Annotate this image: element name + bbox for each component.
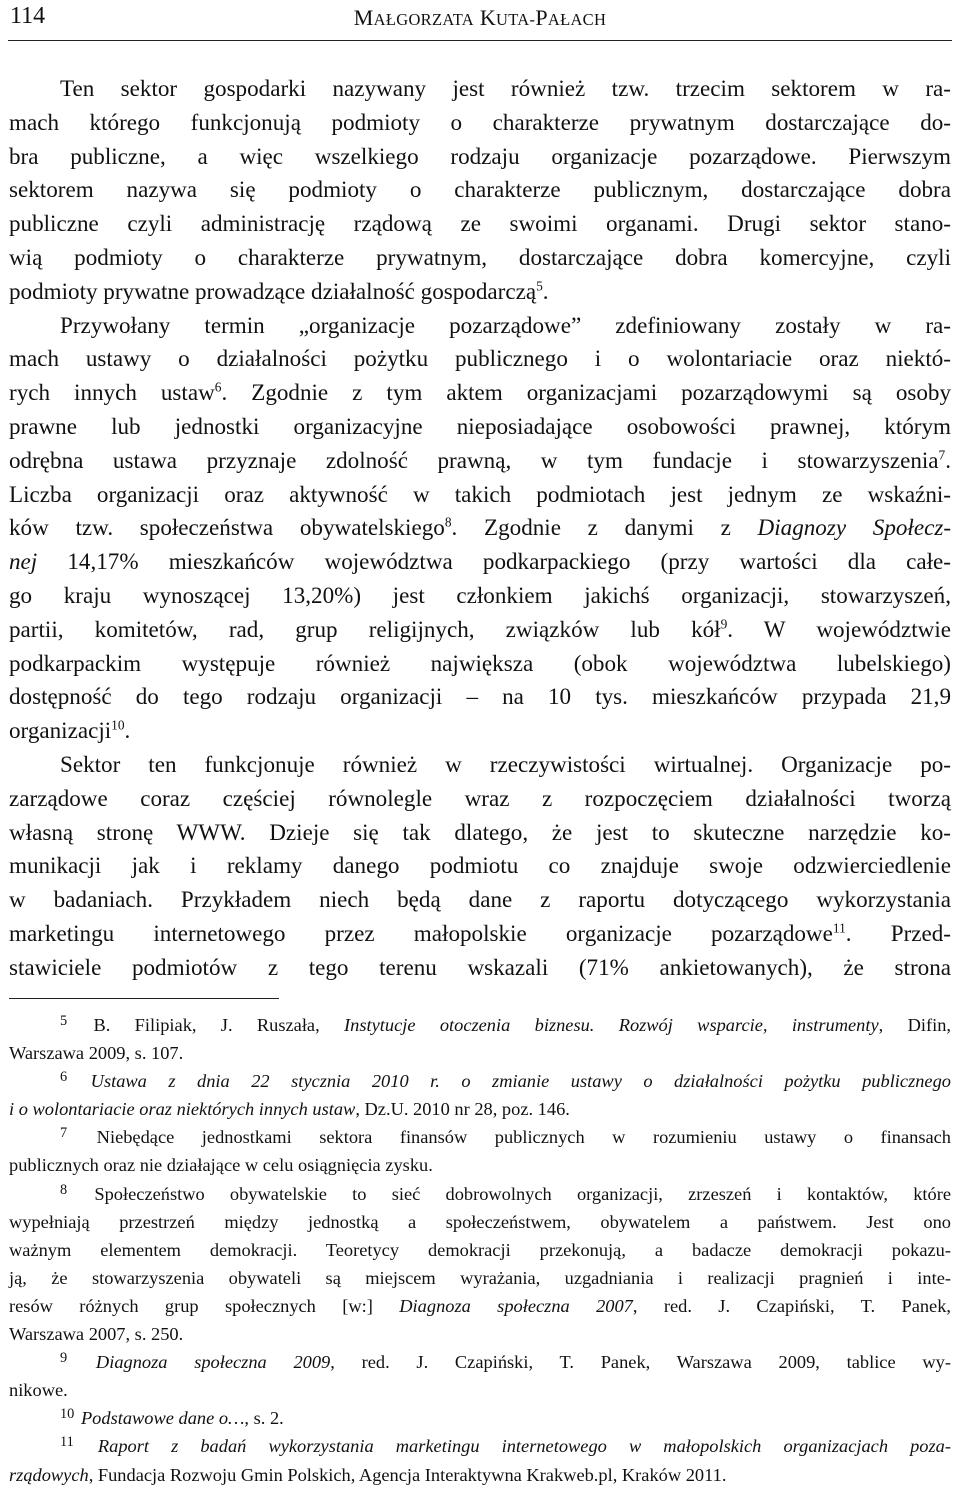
footnote-8: $^8$ Społeczeństwo obywatelskie to sieć dobrowolnych organizacji, zrzeszeń i kontaktów, które [60, 1181, 951, 1204]
text-line: zarządowe coraz częściej równolegle wraz z rozpoczęciem działalności tworzą [9, 784, 951, 811]
text-line: wią podmioty o charakterze prywatnym, dostarczające dobra komercyjne, czyli [9, 243, 951, 270]
main-text [9, 72, 951, 985]
text-line: nej 14,17% mieszkańców województwa podkarpackiego (przy wartości dla całe- [9, 548, 951, 575]
text-line: munikacji jak i reklamy danego podmiotu co znajduje swoje odzwierciedlenie [9, 852, 951, 879]
footnote-10: $^{10}$ Podstawowe dane o…, s. 2. [60, 1406, 284, 1429]
footnote-8-cont: resów różnych grup społecznych [w:] Diagnoza społeczna 2007, red. J. Czapiński, T. Panek, [9, 1295, 952, 1316]
footnote-ref: 8 [444, 514, 452, 530]
footnote-11-cont: rządowych, Fundacja Rozwoju Gmin Polskich, Agencja Interaktywna Krakweb.pl, Kraków 2011. [9, 1464, 727, 1485]
text-line: Ten sektor gospodarki nazywany jest również tzw. trzecim sektorem w ra- [60, 75, 951, 101]
text-line: podkarpackim występuje również największa (obok województwa lubelskiego) [9, 649, 951, 676]
footnote-ref: 10 [111, 717, 125, 733]
footnote-9: $^9$ Diagnoza społeczna 2009, red. J. Czapiński, T. Panek, Warszawa 2009, tablice wy- [60, 1350, 951, 1373]
text-line: organizacji$^{10}$. [9, 717, 131, 744]
footnote-7-cont: publicznych oraz nie działające w celu osiągnięcia zysku. [9, 1155, 433, 1176]
text-line: sektorem nazywa się podmioty o charakterze publicznym, dostarczające dobra [9, 176, 951, 203]
footnote-ref: 5 [536, 278, 543, 294]
text-line: Liczba organizacji oraz aktywność w takich podmiotach jest jednym ze wskaźni- [9, 480, 951, 507]
text-line: stawiciele podmiotów z tego terenu wskazali (71% ankietowanych), że strona [9, 953, 951, 980]
footnote-5: $^5$ B. Filipiak, J. Ruszała, Instytucje otoczenia biznesu. Rozwój wsparcie, instrumenty, Difin, [60, 1013, 951, 1035]
text-line: bra publiczne, a więc wszelkiego rodzaju organizacje pozarządowe. Pierwszym [9, 142, 951, 169]
text-line: w badaniach. Przykładem niech będą dane z raportu dotyczącego wykorzystania [9, 886, 951, 913]
text-line: mach którego funkcjonują podmioty o charakterze prywatnym dostarczające do- [9, 108, 951, 135]
footnote-8-cont: wypełniają przestrzeń między jednostką a społeczeństwem, obywatelem a państwem. Jest ono [9, 1211, 951, 1232]
footnotes [9, 1011, 951, 1489]
footnote-11: $^{11}$ Raport z badań wykorzystania marketingu internetowego w małopolskich organizacjach poza- [60, 1434, 951, 1457]
footnote-8-cont: ją, że stowarzyszenia obywateli są miejscem wyrażania, uzgadniania i realizacji pragnień i inte- [9, 1267, 951, 1288]
footnote-9-cont: nikowe. [9, 1380, 68, 1401]
text-line: własną stronę WWW. Dzieje się tak dlatego, że jest to skuteczne narzędzie ko- [9, 818, 951, 845]
footnote-8-cont: ważnym elementem demokracji. Teoretycy demokracji przekonują, a badacze demokracji pokazu- [9, 1239, 951, 1260]
text-line: go kraju wynoszącej 13,20%) jest członkiem jakichś organizacji, stowarzyszeń, [9, 581, 951, 608]
text-line: Sektor ten funkcjonuje również w rzeczywistości wirtualnej. Organizacje po- [60, 750, 951, 777]
running-header [8, 0, 952, 41]
text-line: podmioty prywatne prowadzące działalność gospodarczą$^5$. [9, 277, 549, 304]
text-line: mach ustawy o działalności pożytku publicznego i o wolontariacie oraz niektó- [9, 345, 951, 372]
running-head-author: MAŁGORZATA KUTA-PAŁACH [353, 5, 607, 30]
text-line: Przywołany termin „organizacje pozarządowe” zdefiniowany zostały w ra- [60, 311, 951, 338]
page-number: 114 [10, 3, 46, 29]
footnote-ref: 9 [720, 616, 728, 632]
text-line: prawne lub jednostki organizacyjne nieposiadające osobowości prawnej, którym [9, 412, 951, 439]
footnote-5-cont: Warszawa 2009, s. 107. [9, 1043, 184, 1064]
footnote-8-cont: Warszawa 2007, s. 250. [9, 1324, 184, 1345]
footnote-7: $^7$ Niebędące jednostkami sektora finansów publicznych w rozumieniu ustawy o finansach [60, 1125, 951, 1148]
text-line: dostępność do tego rodzaju organizacji – na 10 tys. mieszkańców przypada 21,9 [9, 683, 951, 710]
text-line: rych innych ustaw$^6$. Zgodnie z tym aktem organizacjami pozarządowymi są osoby [9, 379, 951, 406]
footnote-ref: 7 [938, 447, 946, 463]
footnote-ref: 6 [214, 379, 222, 395]
footnote-6-cont: i o wolontariacie oraz niektórych innych ustaw, Dz.U. 2010 nr 28, poz. 146. [9, 1099, 570, 1120]
text-line: marketingu internetowego przez małopolskie organizacje pozarządowe$^{11}$. Przed- [9, 919, 951, 946]
footnote-separator [9, 998, 279, 999]
text-line: partii, komitetów, rad, grup religijnych, związków lub kół$^9$. W województwie [9, 615, 951, 642]
text-line: odrębna ustawa przyznaje zdolność prawną, w tym fundacje i stowarzyszenia$^7$. [9, 446, 951, 473]
footnote-ref: 11 [832, 920, 846, 936]
footnote-6: $^6$ Ustawa z dnia 22 stycznia 2010 r. o zmianie ustawy o działalności pożytku publicznego [60, 1069, 951, 1092]
text-line: publiczne czyli administrację rządową ze swoimi organami. Drugi sektor stano- [9, 210, 951, 237]
text-line: ków tzw. społeczeństwa obywatelskiego$^8$. Zgodnie z danymi z Diagnozy Społecz- [9, 514, 952, 541]
